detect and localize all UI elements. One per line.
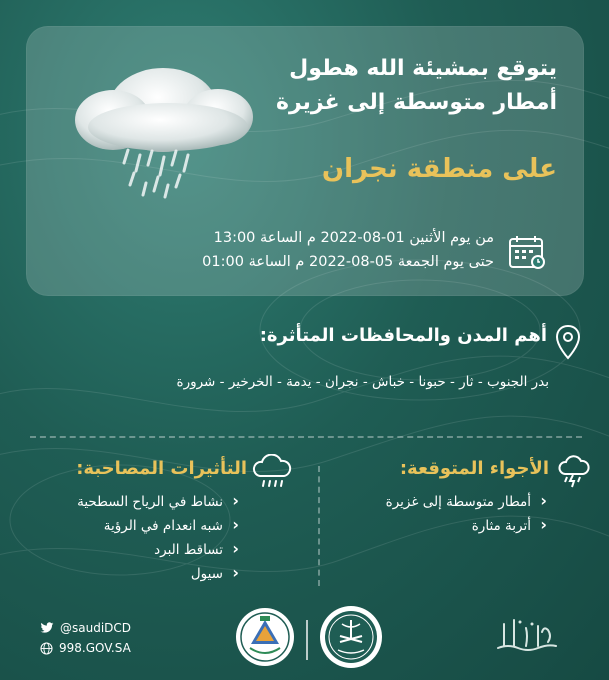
- alert-heading: [227, 52, 557, 120]
- heading-line-2: أمطار متوسطة إلى غزيرة: [275, 90, 557, 115]
- list-item: ‹ تساقط البرد: [29, 538, 239, 562]
- affected-cities-title: أهم المدن والمحافظات المتأثرة:: [259, 325, 547, 346]
- list-item: ‹ شبه انعدام في الرؤية: [29, 514, 239, 538]
- website-link[interactable]: [40, 641, 131, 655]
- list-item: ‹ سيول: [29, 562, 239, 586]
- expected-weather-title: الأجواء المتوقعة:: [399, 458, 549, 479]
- affected-cities-list: بدر الجنوب - ثار - حبونا - خباش - نجران - يدمة - الخرخير - شرورة: [176, 374, 549, 390]
- slogan-calligraphy: [492, 612, 562, 656]
- date-range: [134, 226, 494, 274]
- rain-cloud-small-icon: [252, 454, 292, 494]
- list-item: ‹ أمطار متوسطة إلى غزيرة: [317, 490, 547, 514]
- heading-line-1: يتوقع بمشيئة الله هطول: [289, 56, 557, 81]
- twitter-handle[interactable]: [40, 621, 131, 635]
- effects-list: [29, 490, 239, 586]
- expected-weather-list: [317, 490, 547, 538]
- globe-icon: [40, 642, 53, 655]
- twitter-icon: [40, 622, 54, 634]
- region-title: على منطقة نجران: [321, 154, 557, 184]
- list-item: ‹ نشاط في الرياح السطحية: [29, 490, 239, 514]
- date-to: حتى يوم الجمعة 05-08-2022 م الساعة 01:00: [202, 254, 494, 270]
- website-label: 998.GOV.SA: [59, 641, 131, 655]
- civil-defense-logo: [236, 608, 294, 666]
- section-divider: [30, 436, 582, 438]
- twitter-label: @saudiDCD: [60, 621, 132, 635]
- list-item: ‹ أتربة مثارة: [317, 514, 547, 538]
- location-pin-icon: [555, 324, 581, 360]
- effects-title: التأثيرات المصاحبة:: [76, 458, 247, 479]
- logo-separator: [306, 620, 308, 660]
- date-from: من يوم الأثنين 01-08-2022 م الساعة 13:00: [213, 230, 494, 246]
- calendar-icon: [508, 234, 548, 270]
- storm-cloud-icon: [558, 454, 590, 488]
- ministry-logo: [320, 606, 382, 668]
